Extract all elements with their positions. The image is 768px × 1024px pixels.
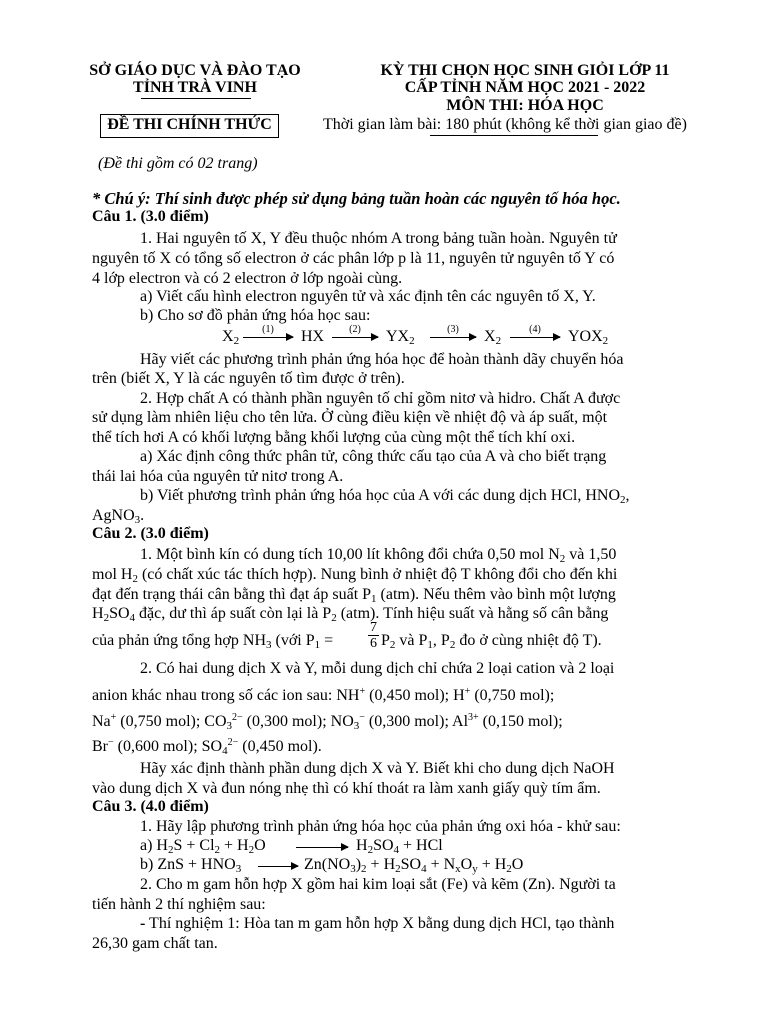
fraction-denominator: 6 xyxy=(370,636,377,651)
q1-p1-line2: nguyên tố X có tổng số electron ở các phân lớp p là 11, nguyên tử nguyên tố Y có xyxy=(92,250,615,267)
fraction-numerator: 7 xyxy=(370,620,377,635)
arrow-label-1: (1) xyxy=(262,324,274,335)
q1-p2-line1: 2. Hợp chất A có thành phần nguyên tố chỉ gồm nitơ và hidro. Chất A được xyxy=(140,390,621,407)
q2-p2-line1: 2. Có hai dung dịch X và Y, mỗi dung dịch chỉ chứa 2 loại cation và 2 loại xyxy=(140,660,615,677)
q2-p1-line5b: $P_2$ và $P_1$, $P_2$ đo ở cùng nhiệt độ T). xyxy=(381,632,602,651)
arrow-2 xyxy=(332,337,378,338)
q2-p3-line1: Hãy xác định thành phần dung dịch X và Y. Biết khi cho dung dịch NaOH xyxy=(140,760,615,777)
exam-title-line2: CẤP TỈNH NĂM HỌC 2021 - 2022 xyxy=(404,79,646,96)
q2-p3-line2: vào dung dịch X và đun nóng nhẹ thì có khí thoát ra làm xanh giấy quỳ tím ẩm. xyxy=(92,780,601,797)
pages-note: (Đề thi gồm có 02 trang) xyxy=(98,155,258,172)
q3-title: Câu 3. (4.0 điểm) xyxy=(92,798,209,815)
note: * Chú ý: Thí sinh được phép sử dụng bảng tuần hoàn các nguyên tố hóa học. xyxy=(92,189,621,208)
q1-b: b) Cho sơ đồ phản ứng hóa học sau: xyxy=(140,307,371,324)
q3-eq-b-right: $Zn(NO_3)_2 + H_2SO_4 + N_xO_y + H_2O$ xyxy=(304,856,524,875)
q1-title: Câu 1. (3.0 điểm) xyxy=(92,208,209,225)
q2-p1-line4: $H_2SO_4$ đặc, dư thì áp suất còn lại là $P_2$ (atm). Tính hiệu suất và hằng số cân bằng xyxy=(92,605,609,624)
q2-title: Câu 2. (3.0 điểm) xyxy=(92,525,209,542)
q1-p1-line3: 4 lớp electron và có 2 electron ở lớp ngoài cùng. xyxy=(92,270,403,287)
q1-p2a-line2: thái lai hóa của nguyên tử nitơ trong A. xyxy=(92,468,344,485)
q2-p1-line3: đạt đến trạng thái cân bằng thì đạt áp suất $P_1$ (atm). Nếu thêm vào bình một lượng xyxy=(92,586,616,605)
q1-p2-line3: thể tích hơi A có khối lượng bằng khối lượng của cùng một thể tích khí oxi. xyxy=(92,429,576,446)
q3-eq-a-right: $H_2SO_4$ + HCl xyxy=(356,837,443,856)
q3-eq-b-arrow xyxy=(258,866,298,867)
q1-p2b-line1: b) Viết phương trình phản ứng hóa học của A với các dung dịch HCl, $HNO_2$, xyxy=(140,487,630,506)
q3-p2-line1: 2. Cho m gam hỗn hợp X gồm hai kim loại sắt (Fe) và kẽm (Zn). Người ta xyxy=(140,876,616,893)
q2-p2-line2: anion khác nhau trong số các ion sau: NH+ (0,450 mol); H+ (0,750 mol); xyxy=(92,686,555,704)
q3-p3-line2: 26,30 gam chất tan. xyxy=(92,935,218,952)
scheme-hx: HX xyxy=(301,328,325,345)
arrow-1 xyxy=(243,337,293,338)
q1-b2-line1: Hãy viết các phương trình phản ứng hóa học để hoàn thành dãy chuyển hóa xyxy=(140,351,624,368)
dept-name-line1: SỞ GIÁO DỤC VÀ ĐÀO TẠO xyxy=(89,62,301,79)
official-label: ĐỀ THI CHÍNH THỨC xyxy=(107,116,272,133)
q2-p1-line2: mol $H_2$ (có chất xúc tác thích hợp). Nung bình ở nhiệt độ T không đổi cho đến khi xyxy=(92,566,618,585)
q3-p1: 1. Hãy lập phương trình phản ứng hóa học của phản ứng oxi hóa - khử sau: xyxy=(140,818,621,835)
arrow-label-3: (3) xyxy=(447,324,459,335)
q3-eq-b-left: b) ZnS + $HNO_3$ xyxy=(140,856,242,875)
arrow-label-4: (4) xyxy=(529,324,541,335)
arrow-label-2: (2) xyxy=(349,324,361,335)
q1-p2a-line1: a) Xác định công thức phân tử, công thức cấu tạo của A và cho biết trạng xyxy=(140,448,607,465)
q2-p1-line5a: của phản ứng tổng hợp $NH_3$ (với $P_1$ = xyxy=(92,632,334,651)
q3-eq-a-left: a) $H_2S + Cl_2 + H_2O$ xyxy=(140,837,266,856)
q2-p1-line1: 1. Một bình kín có dung tích 10,00 lít không đổi chứa 0,50 mol $N_2$ và 1,50 xyxy=(140,546,617,565)
q1-b2-line2: trên (biết X, Y là các nguyên tố tìm được ở trên). xyxy=(92,370,405,387)
q3-eq-a-arrow xyxy=(296,847,348,848)
q1-p2-line2: sử dụng làm nhiên liệu cho tên lửa. Ở cùng điều kiện về nhiệt độ và áp suất, một xyxy=(92,409,608,426)
scheme-yox2: $YOX_2$ xyxy=(568,328,609,347)
time-label: Thời gian làm bài: 180 phút (không kể thời gian giao đề) xyxy=(323,116,687,133)
exam-title-line1: KỲ THI CHỌN HỌC SINH GIỎI LỚP 11 xyxy=(380,62,670,79)
q3-p3-line1: - Thí nghiệm 1: Hòa tan m gam hỗn hợp X bằng dung dịch HCl, tạo thành xyxy=(140,915,615,932)
time-underline xyxy=(430,135,598,136)
exam-subject: MÔN THI: HÓA HỌC xyxy=(446,97,604,114)
q2-p2-line4: Br− (0,600 mol); $SO_4^{2-}$ (0,450 mol). xyxy=(92,737,322,757)
dept-name-line2: TỈNH TRÀ VINH xyxy=(133,79,257,96)
scheme-x2-a: $X_2$ xyxy=(222,328,240,347)
q1-p1-line1: 1. Hai nguyên tố X, Y đều thuộc nhóm A trong bảng tuần hoàn. Nguyên tử xyxy=(140,230,617,247)
q3-p2-line2: tiến hành 2 thí nghiệm sau: xyxy=(92,896,266,913)
header-underline xyxy=(141,98,251,99)
arrow-4 xyxy=(510,337,560,338)
scheme-yx2: $YX_2$ xyxy=(386,328,415,347)
q1-a: a) Viết cấu hình electron nguyên tử và xác định tên các nguyên tố X, Y. xyxy=(140,288,596,305)
arrow-3 xyxy=(430,337,476,338)
q2-p2-line3: Na+ (0,750 mol); $CO_3^{2-}$ (0,300 mol); $NO_3^-$ (0,300 mol); $Al^{3+}$ (0,150 mol); xyxy=(92,712,563,732)
scheme-x2-b: $X_2$ xyxy=(484,328,502,347)
fraction-7-6 xyxy=(368,620,379,651)
q1-p2b-line2: AgNO$_3$. xyxy=(92,507,145,526)
